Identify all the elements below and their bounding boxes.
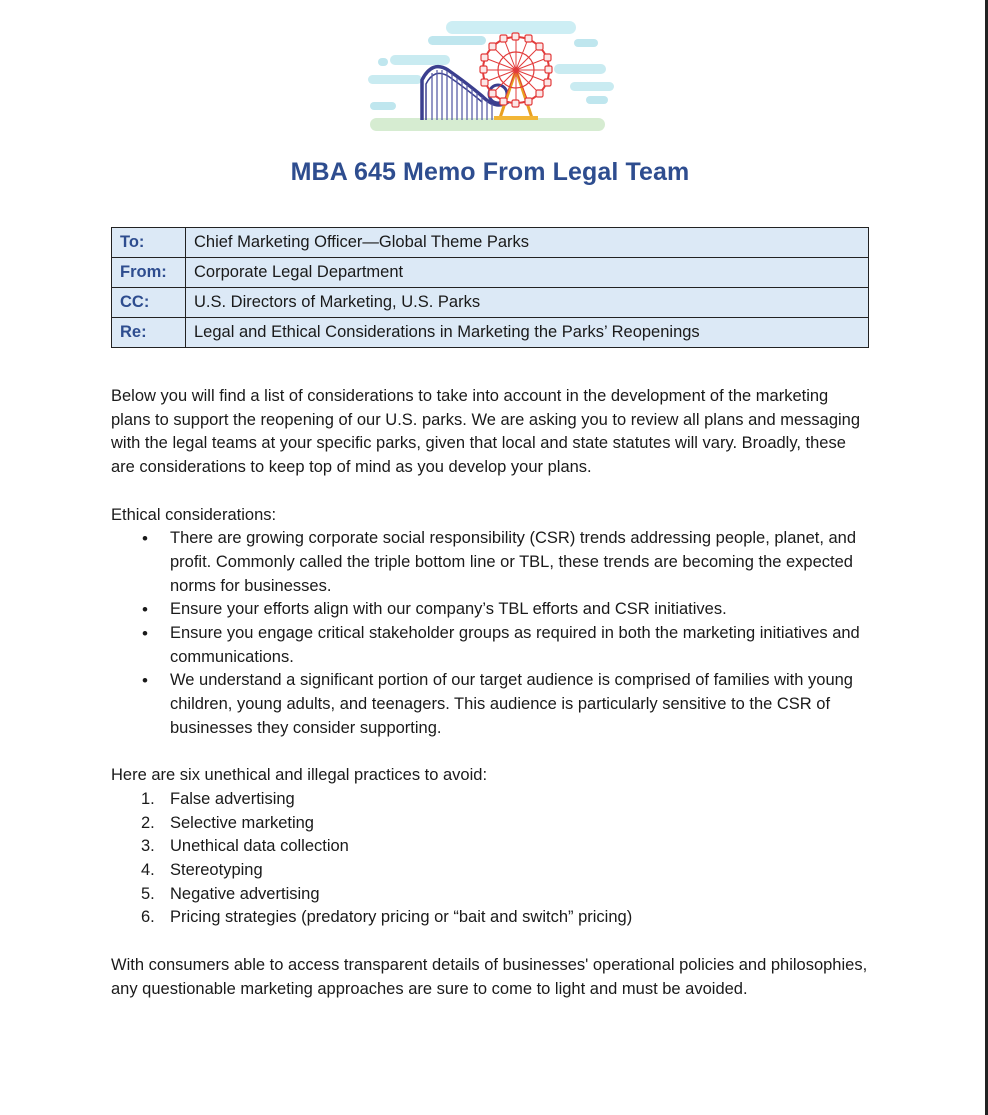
memo-header-table (111, 227, 869, 348)
list-item (111, 883, 871, 907)
amusement-park-logo (364, 18, 616, 134)
list-item (111, 788, 871, 812)
practices-heading: Here are six unethical and illegal practices to avoid: (111, 766, 488, 785)
memo-title: MBA 645 Memo From Legal Team (290, 158, 690, 186)
header-value: Legal and Ethical Considerations in Marketing the Parks’ Reopenings (186, 318, 869, 348)
list-item (111, 835, 871, 859)
list-text: Stereotyping (170, 861, 263, 880)
list-item: • Ensure your efforts align with our company’s TBL efforts and CSR initiatives. (111, 598, 871, 622)
header-value: Corporate Legal Department (186, 258, 869, 288)
list-number: 2. (141, 813, 155, 832)
header-label: CC: (112, 288, 186, 318)
list-item: • There are growing corporate social responsibility (CSR) trends addressing people, planet, and profit. Commonly called the triple bottom line or TBL, these trends are becoming the expected norms for businesses. (111, 527, 871, 598)
header-label: Re: (112, 318, 186, 348)
header-row-from (112, 258, 869, 288)
ferris-wheel-illustration (480, 33, 552, 120)
list-number: 4. (141, 861, 155, 880)
header-row-re (112, 318, 869, 348)
header-row-to (112, 228, 869, 258)
list-number: 5. (141, 884, 155, 903)
list-item (111, 859, 871, 883)
header-value: U.S. Directors of Marketing, U.S. Parks (186, 288, 869, 318)
header-value: Chief Marketing Officer—Global Theme Parks (186, 228, 869, 258)
cloud-stripes (368, 21, 614, 131)
header-row-cc (112, 288, 869, 318)
list-text: Negative advertising (170, 884, 320, 903)
list-number: 6. (141, 908, 155, 927)
list-item (111, 906, 871, 930)
list-text: False advertising (170, 789, 295, 808)
memo-body (111, 385, 871, 1001)
list-text: Selective marketing (170, 813, 314, 832)
header-label: To: (112, 228, 186, 258)
ethical-heading: Ethical considerations: (111, 505, 277, 524)
practices-list (111, 788, 871, 930)
list-text: Pricing strategies (predatory pricing or “bait and switch” pricing) (170, 908, 633, 927)
list-number: 3. (141, 837, 155, 856)
closing-paragraph: With consumers able to access transparent details of businesses' operational policies and philosophies, any questionable marketing approaches are sure to come to light and must be avoided. (111, 955, 868, 998)
list-text: Unethical data collection (170, 837, 349, 856)
list-item: • Ensure you engage critical stakeholder groups as required in both the marketing initiatives and communications. (111, 622, 871, 669)
ethical-list (111, 527, 871, 740)
list-item (111, 812, 871, 836)
list-item: • We understand a significant portion of our target audience is comprised of families with young children, young adults, and teenagers. This audience is particularly sensitive to the CSR of businesses they consider supporting. (111, 669, 871, 740)
header-label: From: (112, 258, 186, 288)
intro-paragraph: Below you will find a list of considerations to take into account in the development of the marketing plans to support the reopening of our U.S. parks. We are asking you to review all plans and messaging with the legal teams at your specific parks, given that local and state statutes will vary. Broadly, these are considerations to keep top of mind as you develop your plans. (111, 387, 861, 477)
list-number: 1. (141, 789, 155, 808)
